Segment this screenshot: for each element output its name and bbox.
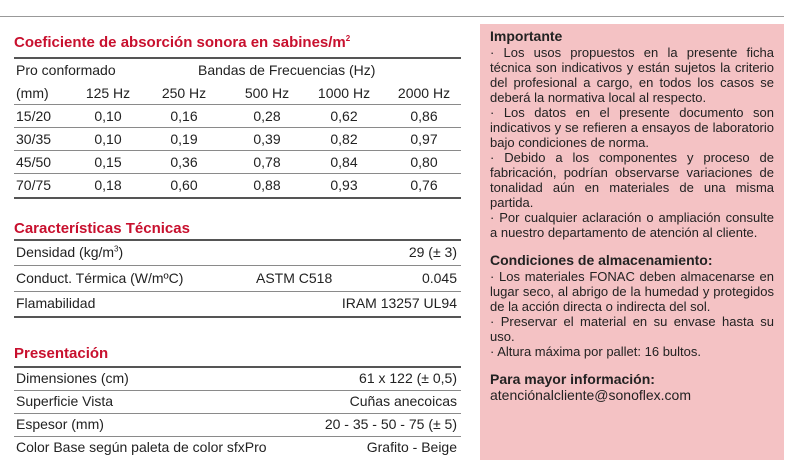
profile-header: Pro conformado <box>16 62 116 78</box>
presentation-value: 20 - 35 - 50 - 75 (± 5) <box>324 416 457 432</box>
cell: 0,84 <box>330 154 358 170</box>
table-row <box>16 152 461 174</box>
cell: 0,10 <box>94 108 122 124</box>
row-profile: 15/20 <box>16 108 52 124</box>
top-border-line <box>0 16 784 17</box>
cell: 0,39 <box>253 131 281 147</box>
rule <box>14 127 461 128</box>
cell: 0,16 <box>170 108 198 124</box>
freq-125: 125 Hz <box>85 85 131 101</box>
cell: 0,60 <box>170 177 198 193</box>
technical-title: Características Técnicas <box>14 220 190 237</box>
density-label-text: Densidad (kg/m <box>16 244 115 260</box>
table-row <box>16 390 461 414</box>
flammability-value: IRAM 13257 UL94 <box>341 295 457 311</box>
bands-header: Bandas de Frecuencias (Hz) <box>198 62 376 78</box>
presentation-value: Cuñas anecoicas <box>349 393 457 409</box>
table-row <box>16 175 461 197</box>
storage-item: · Los materiales FONAC deben almacenarse en lugar seco, al abrigo de la humedad y protegidos de la acción directa o indirecta del sol. <box>490 269 774 314</box>
cell: 0,88 <box>253 177 281 193</box>
important-item: · Los datos en el presente documento son indicativos y se refieren a ensayos de laboratorio bajo condiciones de norma. <box>490 105 774 150</box>
row-profile: 30/35 <box>16 131 52 147</box>
absorption-title-text: Coeficiente de absorción sonora en sabines/m <box>14 34 346 51</box>
cell: 0,18 <box>94 177 122 193</box>
rule <box>14 173 461 174</box>
absorption-top-rule <box>14 57 461 59</box>
row-profile: 70/75 <box>16 177 52 193</box>
notes-panel <box>480 24 784 460</box>
conductivity-norm: ASTM C518 <box>256 270 333 286</box>
freq-1000: 1000 Hz <box>317 85 371 101</box>
freq-500: 500 Hz <box>244 85 290 101</box>
storage-title: Condiciones de almacenamiento: <box>490 252 713 268</box>
rule <box>14 150 461 151</box>
table-row <box>16 436 461 460</box>
absorption-bottom-rule <box>14 197 461 199</box>
density-row <box>16 241 461 265</box>
spacer <box>490 359 774 371</box>
density-label-end: ) <box>118 244 124 260</box>
presentation-label: Espesor (mm) <box>16 416 104 432</box>
cell: 0,62 <box>330 108 358 124</box>
info-title: Para mayor información: <box>490 371 655 387</box>
absorption-title-sup: 2 <box>345 34 351 43</box>
conductivity-row <box>16 267 461 291</box>
table-row <box>16 413 461 437</box>
cell: 0,19 <box>170 131 198 147</box>
conductivity-value: 0.045 <box>421 270 457 286</box>
cell: 0,86 <box>410 108 438 124</box>
important-item: · Debido a los componentes y proceso de fabricación, podrían observarse variaciones de tonalidad aún en materiales de una misma partida. <box>490 150 774 210</box>
cell: 0,97 <box>410 131 438 147</box>
important-title: Importante <box>490 28 563 44</box>
table-row <box>16 367 461 391</box>
important-item: · Los usos propuestos en la presente ficha técnica son indicativos y están sujetos la criterio del profesional a cargo, en todos los casos se deberá la normativa local al respecto. <box>490 45 774 105</box>
cell: 0,15 <box>94 154 122 170</box>
cell: 0,78 <box>253 154 281 170</box>
presentation-label: Color Base según paleta de color sfxPro <box>16 439 267 455</box>
presentation-value: Grafito - Beige <box>366 439 457 455</box>
conductivity-label: Conduct. Térmica (W/mºC) <box>16 270 184 286</box>
technical-bottom-rule <box>14 316 461 318</box>
row-profile: 45/50 <box>16 154 52 170</box>
freq-250: 250 Hz <box>161 85 207 101</box>
absorption-title <box>14 34 350 51</box>
presentation-value: 61 x 122 (± 0,5) <box>359 370 457 386</box>
cell: 0,93 <box>330 177 358 193</box>
density-value: 29 (± 3) <box>408 244 457 260</box>
density-label <box>16 244 123 260</box>
density-sup: 3 <box>114 244 119 254</box>
rule <box>14 265 461 266</box>
absorption-header-row-2 <box>16 83 461 105</box>
table-row <box>16 106 461 128</box>
cell: 0,82 <box>330 131 358 147</box>
absorption-header-row-1 <box>16 60 461 82</box>
presentation-title: Presentación <box>14 345 109 362</box>
flammability-row <box>16 292 461 316</box>
cell: 0,76 <box>410 177 438 193</box>
unit-header: (mm) <box>16 85 49 101</box>
cell: 0,80 <box>410 154 438 170</box>
presentation-label: Superficie Vista <box>16 393 114 409</box>
presentation-label: Dimensiones (cm) <box>16 370 129 386</box>
storage-item: · Altura máxima por pallet: 16 bultos. <box>490 344 701 359</box>
storage-item: · Preservar el material en su envase hasta su uso. <box>490 314 774 344</box>
table-row <box>16 129 461 151</box>
contact-email-link[interactable]: atenciónalcliente@sonoflex.com <box>490 387 691 403</box>
rule <box>14 104 461 105</box>
important-item: · Por cualquier aclaración o ampliación consulte a nuestro departamento de atención al cliente. <box>490 210 774 240</box>
cell: 0,28 <box>253 108 281 124</box>
flammability-label: Flamabilidad <box>16 295 96 311</box>
spacer <box>490 240 774 252</box>
cell: 0,36 <box>170 154 198 170</box>
cell: 0,10 <box>94 131 122 147</box>
freq-2000: 2000 Hz <box>397 85 451 101</box>
